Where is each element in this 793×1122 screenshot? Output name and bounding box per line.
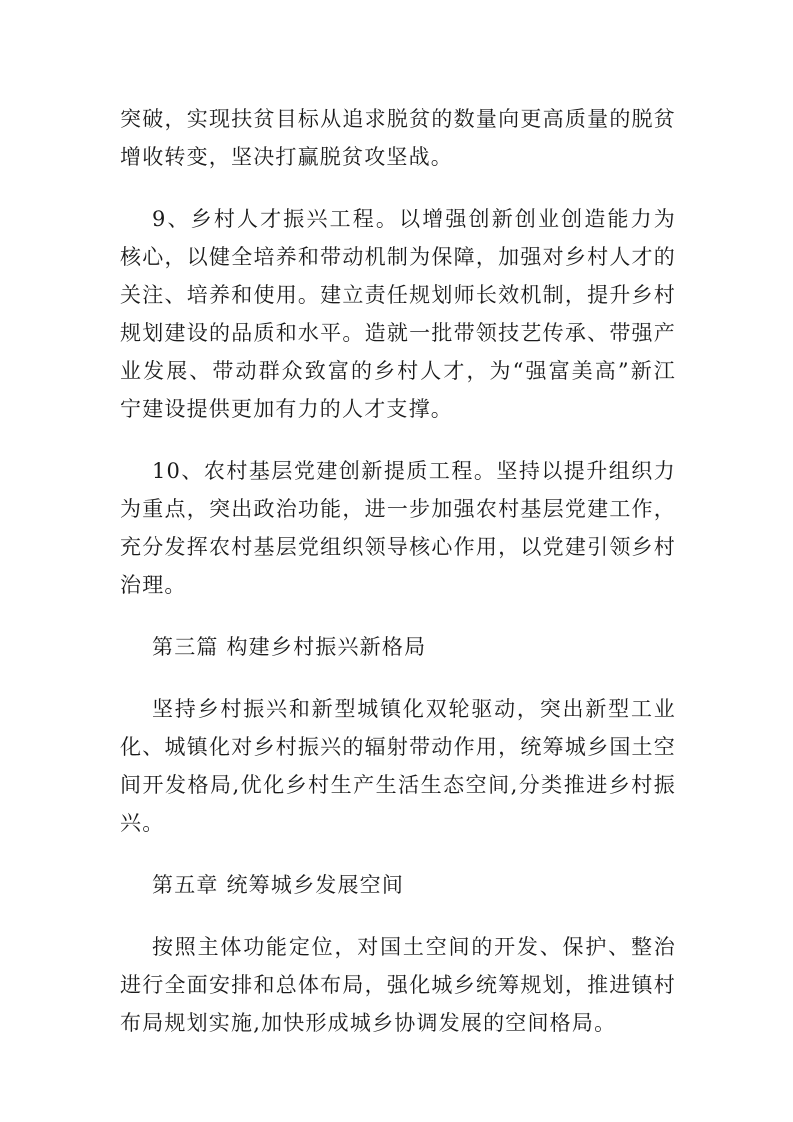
paragraph-continuation: 突破，实现扶贫目标从追求脱贫的数量向更高质量的脱贫增收转变，坚决打赢脱贫攻坚战。 <box>120 107 676 169</box>
document-body <box>120 100 676 1066</box>
paragraph-party-building: 10、农村基层党建创新提质工程。坚持以提升组织力为重点，突出政治功能，进一步加强农村基层党建工作，充分发挥农村基层党组织领导核心作用，以党建引领乡村治理。 <box>120 459 676 597</box>
chapter-heading-five: 第五章 统筹城乡发展空间 <box>152 873 405 897</box>
section-heading-part-three: 第三篇 构建乡村振兴新格局 <box>152 635 427 659</box>
paragraph-spatial-planning: 按照主体功能定位，对国土空间的开发、保护、整治进行全面安排和总体布局，强化城乡统筹规划，推进镇村布局规划实施,加快形成城乡协调发展的空间格局。 <box>120 935 676 1035</box>
paragraph-urban-rural-drive: 坚持乡村振兴和新型城镇化双轮驱动，突出新型工业化、城镇化对乡村振兴的辐射带动作用，统筹城乡国土空间开发格局,优化乡村生产生活生态空间,分类推进乡村振兴。 <box>120 697 676 835</box>
paragraph-talent-revitalization: 9、乡村人才振兴工程。以增强创新创业创造能力为核心，以健全培养和带动机制为保障，加强对乡村人才的关注、培养和使用。建立责任规划师长效机制，提升乡村规划建设的品质和水平。造就一批带领技艺传承、带强产业发展、带动群众致富的乡村人才，为“强富美高”新江宁建设提供更加有力的人才支撑。 <box>120 207 676 421</box>
